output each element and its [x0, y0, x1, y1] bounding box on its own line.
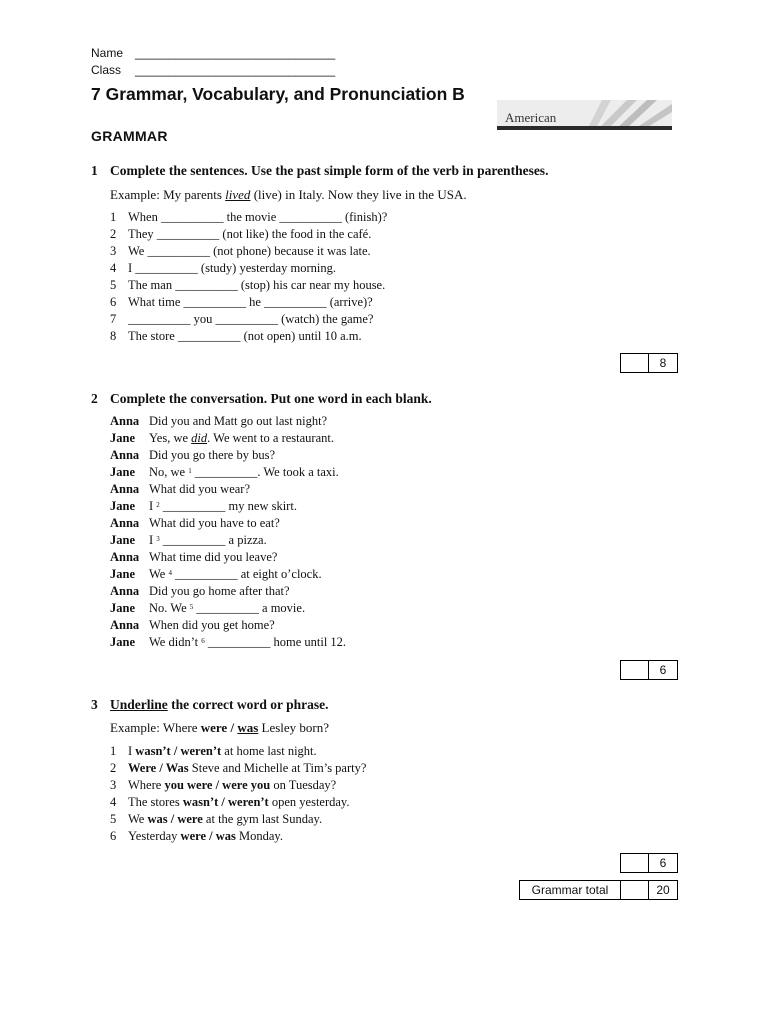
- q2-score-max: 6: [659, 663, 667, 677]
- q2-score-box: [620, 660, 678, 680]
- speaker: Jane: [110, 635, 135, 649]
- conversation-line: [110, 583, 346, 600]
- q1-score-max: 8: [659, 356, 667, 370]
- list-item: [110, 328, 387, 345]
- q1-list: [110, 209, 387, 345]
- list-item: [110, 311, 387, 328]
- q1-example-suffix: (live) in Italy. Now they live in the USA.: [250, 187, 467, 202]
- q1-example-answer: lived: [225, 187, 251, 202]
- speaker: Anna: [110, 618, 140, 632]
- item-number: 3: [110, 244, 117, 258]
- q1-example-prefix: Example: My parents: [110, 187, 226, 202]
- q3-instruction: the correct word or phrase.: [167, 697, 329, 712]
- q3-list: [110, 743, 366, 845]
- grammar-total-max: 20: [656, 883, 670, 897]
- item-text: at home last night.: [221, 744, 317, 758]
- line-text: Did you and Matt go out last night?: [149, 414, 328, 428]
- line-text: Did you go home after that?: [149, 584, 290, 598]
- blank-text[interactable]: __________ a movie.: [193, 601, 306, 615]
- item-text[interactable]: The man __________ (stop) his car near my house.: [128, 278, 386, 292]
- item-number: 3: [110, 778, 117, 792]
- line-text: Yes, we: [149, 431, 192, 445]
- item-text: Monday.: [235, 829, 283, 843]
- conversation-line: [110, 498, 346, 515]
- conversation-line: [110, 532, 346, 549]
- conversation-line: [110, 447, 346, 464]
- line-text: . We went to a restaurant.: [207, 431, 334, 445]
- item-number: 7: [110, 312, 117, 326]
- speaker: Anna: [110, 550, 140, 564]
- name-line: ______________________________: [135, 46, 336, 60]
- item-number: 1: [110, 210, 117, 224]
- item-text[interactable]: __________ you __________ (watch) the game?: [128, 312, 374, 326]
- list-item: [110, 260, 387, 277]
- item-number: 2: [110, 227, 117, 241]
- item-number: 6: [110, 829, 117, 843]
- grammar-total-input[interactable]: [621, 881, 649, 899]
- conversation-line: [110, 566, 346, 583]
- conversation-line: [110, 549, 346, 566]
- item-number: 8: [110, 329, 117, 343]
- conversation-line: [110, 464, 346, 481]
- logo: [497, 100, 672, 130]
- item-text[interactable]: What time __________ he __________ (arrive)?: [128, 295, 373, 309]
- item-options[interactable]: Were / Was: [128, 761, 189, 775]
- q3-example-suffix: Lesley born?: [258, 720, 330, 735]
- item-text: I: [128, 744, 136, 758]
- line-text: I: [149, 533, 157, 547]
- item-text[interactable]: The store __________ (not open) until 10 a.m.: [128, 329, 362, 343]
- blank-number: 5: [189, 603, 194, 611]
- line-text: No, we: [149, 465, 189, 479]
- list-item: [110, 760, 366, 777]
- line-text: What did you have to eat?: [149, 516, 280, 530]
- item-options[interactable]: was / were: [147, 812, 203, 826]
- list-item: [110, 226, 387, 243]
- speaker: Jane: [110, 533, 135, 547]
- item-text: open yesterday.: [268, 795, 350, 809]
- list-item: [110, 243, 387, 260]
- line-text: We didn’t: [149, 635, 202, 649]
- list-item: [110, 828, 366, 845]
- name-field: [91, 46, 335, 60]
- q3-example-answer: was: [237, 720, 259, 735]
- logo-text: American: [505, 110, 557, 125]
- conversation-line: [110, 413, 346, 430]
- q3-score-max: 6: [659, 856, 667, 870]
- q3-score-box: [620, 853, 678, 873]
- conversation-line: [110, 617, 346, 634]
- speaker: Anna: [110, 482, 140, 496]
- item-options[interactable]: were / was: [180, 829, 236, 843]
- list-item: [110, 209, 387, 226]
- blank-text[interactable]: __________ my new skirt.: [159, 499, 297, 513]
- blank-number: 4: [168, 569, 172, 577]
- q1-example: [110, 187, 467, 203]
- speaker: Jane: [110, 601, 135, 615]
- line-text: When did you get home?: [149, 618, 275, 632]
- q3-heading: [91, 697, 328, 713]
- q2-number: 2: [91, 391, 98, 406]
- speaker: Anna: [110, 414, 140, 428]
- q3-example-separator: /: [227, 720, 238, 735]
- q3-score-input[interactable]: [621, 854, 649, 872]
- item-text[interactable]: We __________ (not phone) because it was late.: [128, 244, 371, 258]
- example-answer: did: [191, 431, 208, 445]
- item-number: 4: [110, 795, 117, 809]
- q3-instruction-underline: Underline: [110, 697, 168, 712]
- q1-heading: [91, 163, 548, 179]
- q1-score-box: [620, 353, 678, 373]
- line-text: We: [149, 567, 169, 581]
- speaker: Anna: [110, 516, 140, 530]
- item-text: Where: [128, 778, 165, 792]
- line-text: No. We: [149, 601, 190, 615]
- list-item: [110, 811, 366, 828]
- item-text: The stores: [128, 795, 183, 809]
- blank-number: 3: [156, 535, 160, 543]
- item-text[interactable]: They __________ (not like) the food in the café.: [128, 227, 372, 241]
- blank-number: 6: [201, 637, 205, 645]
- speaker: Jane: [110, 465, 135, 479]
- item-number: 4: [110, 261, 117, 275]
- list-item: [110, 294, 387, 311]
- q3-example: [110, 720, 329, 736]
- blank-number: 1: [188, 467, 192, 475]
- q2-instruction: Complete the conversation. Put one word in each blank.: [110, 391, 432, 406]
- item-options[interactable]: wasn’t / weren’t: [135, 744, 222, 758]
- grammar-total-box: [519, 880, 678, 900]
- list-item: [110, 743, 366, 760]
- q1-score-input[interactable]: [621, 354, 649, 372]
- item-text: We: [128, 812, 148, 826]
- class-field: [91, 63, 335, 77]
- speaker: Jane: [110, 567, 135, 581]
- conversation-line: [110, 481, 346, 498]
- q2-heading: [91, 391, 432, 407]
- item-text: on Tuesday?: [270, 778, 337, 792]
- item-number: 6: [110, 295, 117, 309]
- grammar-total-label: Grammar total: [520, 881, 621, 899]
- q3-example-prefix: Example: Where: [110, 720, 201, 735]
- item-number: 2: [110, 761, 117, 775]
- line-text: What time did you leave?: [149, 550, 278, 564]
- line-text: Did you go there by bus?: [149, 448, 276, 462]
- blank-text[interactable]: __________ at eight o’clock.: [171, 567, 322, 581]
- section-heading: GRAMMAR: [91, 128, 168, 144]
- blank-text[interactable]: __________ home until 12.: [204, 635, 347, 649]
- page-title: 7 Grammar, Vocabulary, and Pronunciation B: [91, 84, 465, 104]
- item-number: 5: [110, 812, 117, 826]
- blank-text[interactable]: __________ a pizza.: [159, 533, 267, 547]
- speaker: Anna: [110, 584, 140, 598]
- conversation-line: [110, 430, 346, 447]
- item-text: Steve and Michelle at Tim’s party?: [188, 761, 367, 775]
- conversation-line: [110, 515, 346, 532]
- item-number: 5: [110, 278, 117, 292]
- item-text: at the gym last Sunday.: [202, 812, 323, 826]
- item-options[interactable]: wasn’t / weren’t: [182, 795, 269, 809]
- line-text: I: [149, 499, 157, 513]
- item-number: 1: [110, 744, 117, 758]
- item-text[interactable]: When __________ the movie __________ (finish)?: [128, 210, 388, 224]
- list-item: [110, 794, 366, 811]
- blank-text[interactable]: __________. We took a taxi.: [191, 465, 339, 479]
- q3-number: 3: [91, 697, 98, 712]
- speaker: Jane: [110, 499, 135, 513]
- item-text[interactable]: I __________ (study) yesterday morning.: [128, 261, 336, 275]
- list-item: [110, 777, 366, 794]
- item-options[interactable]: you were / were you: [164, 778, 271, 792]
- speaker: Jane: [110, 431, 135, 445]
- q1-instruction: Complete the sentences. Use the past simple form of the verb in parentheses.: [110, 163, 549, 178]
- q1-number: 1: [91, 163, 98, 178]
- line-text: What did you wear?: [149, 482, 251, 496]
- conversation-line: [110, 634, 346, 651]
- class-line: ______________________________: [135, 63, 336, 77]
- speaker: Anna: [110, 448, 140, 462]
- name-label: Name: [91, 46, 124, 60]
- class-label: Class: [91, 63, 122, 77]
- q2-conversation: [110, 413, 346, 651]
- q2-score-input[interactable]: [621, 661, 649, 679]
- conversation-line: [110, 600, 346, 617]
- list-item: [110, 277, 387, 294]
- blank-number: 2: [156, 501, 160, 509]
- q3-example-option: were: [200, 720, 228, 735]
- item-text: Yesterday: [128, 829, 181, 843]
